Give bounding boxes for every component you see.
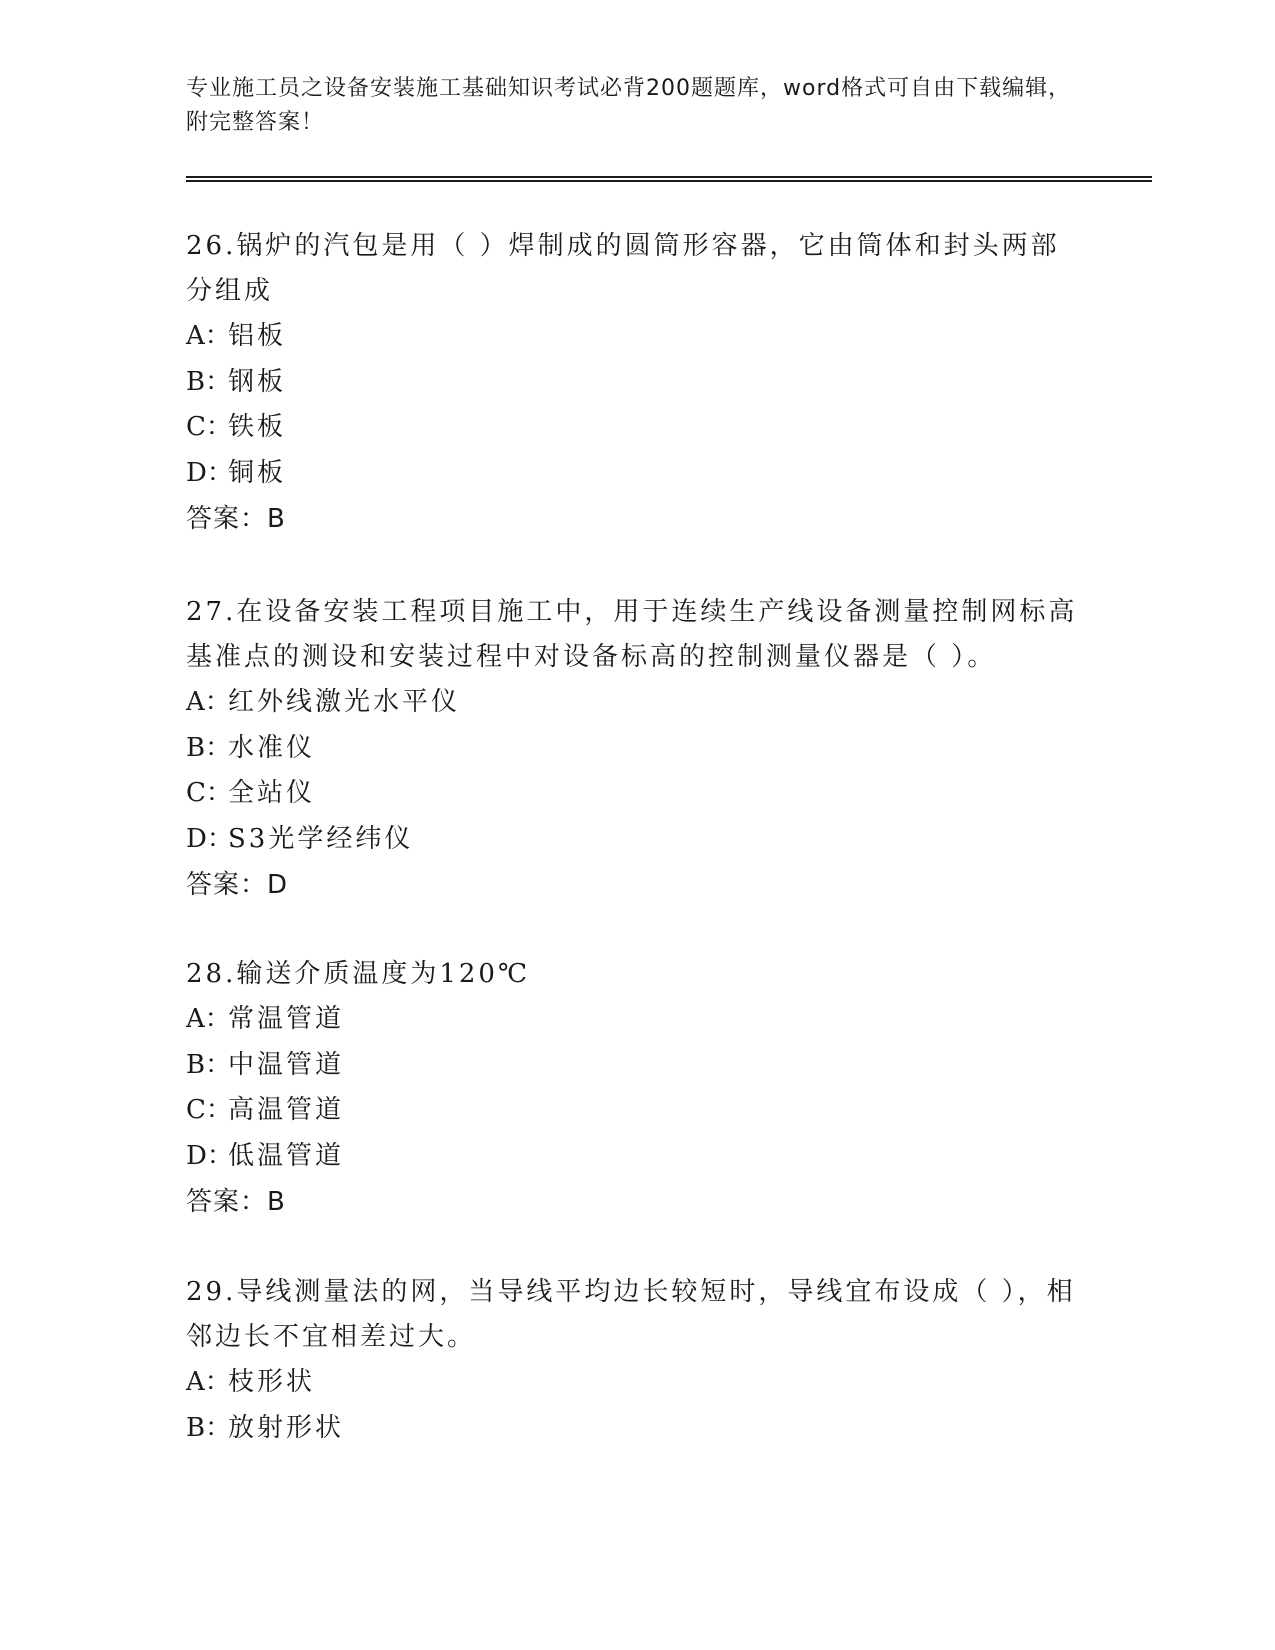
option-key: B： <box>186 1412 232 1443</box>
option-key: B： <box>186 1049 232 1080</box>
answer-line: 答案：B <box>186 1187 286 1217</box>
option-d <box>186 817 1086 863</box>
question-block <box>186 952 1086 1225</box>
option-key: C： <box>186 1095 232 1125</box>
option-key: C： <box>186 412 232 442</box>
option-a <box>186 997 1086 1043</box>
option-b <box>186 1406 1086 1452</box>
question-text: 27.在设备安装工程项目施工中，用于连续生产线设备测量控制网标高基准点的测设和安装过程中对设备标高的控制测量仪器是（ ）。 <box>186 597 1078 672</box>
question-block <box>186 224 1086 542</box>
option-d <box>186 451 1086 497</box>
option-b <box>186 1043 1086 1089</box>
document-header-title: 专业施工员之设备安装施工基础知识考试必背200题题库，word格式可自由下载编辑，附完整答案！ <box>186 76 1072 135</box>
option-key: D： <box>186 823 233 854</box>
option-key: A： <box>186 321 231 351</box>
option-b <box>186 726 1086 772</box>
option-b <box>186 360 1086 406</box>
option-key: B： <box>186 366 232 397</box>
question-block <box>186 1270 1086 1451</box>
option-d <box>186 1134 1086 1180</box>
option-text: 铜板 <box>228 457 287 488</box>
option-text: 放射形状 <box>228 1412 345 1443</box>
option-key: A： <box>186 1004 231 1034</box>
option-text: 水准仪 <box>228 732 316 763</box>
option-key: C： <box>186 778 232 808</box>
option-text: 中温管道 <box>228 1049 345 1080</box>
option-text: 高温管道 <box>228 1095 345 1125</box>
option-text: 全站仪 <box>228 778 316 808</box>
option-text: 红外线激光水平仪 <box>228 687 461 717</box>
option-c <box>186 1088 1086 1134</box>
option-key: A： <box>186 1367 231 1397</box>
option-text: 铁板 <box>228 412 287 442</box>
option-c <box>186 405 1086 451</box>
option-key: B： <box>186 732 232 763</box>
question-text: 26.锅炉的汽包是用（ ）焊制成的圆筒形容器，它由筒体和封头两部分组成 <box>186 231 1060 306</box>
option-text: 常温管道 <box>228 1004 345 1034</box>
header-divider <box>186 176 1152 182</box>
question-block <box>186 590 1086 908</box>
option-a <box>186 1360 1086 1406</box>
option-a <box>186 314 1086 360</box>
option-text: 低温管道 <box>228 1140 345 1171</box>
option-key: D： <box>186 1140 233 1171</box>
option-key: A： <box>186 687 231 717</box>
answer-line: 答案：D <box>186 870 289 900</box>
question-text: 28.输送介质温度为120℃ <box>186 959 531 989</box>
option-text: 枝形状 <box>228 1367 316 1397</box>
answer-line: 答案：B <box>186 504 286 534</box>
option-text: 钢板 <box>228 366 287 397</box>
option-c <box>186 771 1086 817</box>
option-key: D： <box>186 457 233 488</box>
option-text: S3光学经纬仪 <box>228 823 414 854</box>
option-text: 铝板 <box>228 321 287 351</box>
question-text: 29.导线测量法的网，当导线平均边长较短时，导线宜布设成（ ），相邻边长不宜相差过大。 <box>186 1277 1076 1352</box>
option-a <box>186 680 1086 726</box>
